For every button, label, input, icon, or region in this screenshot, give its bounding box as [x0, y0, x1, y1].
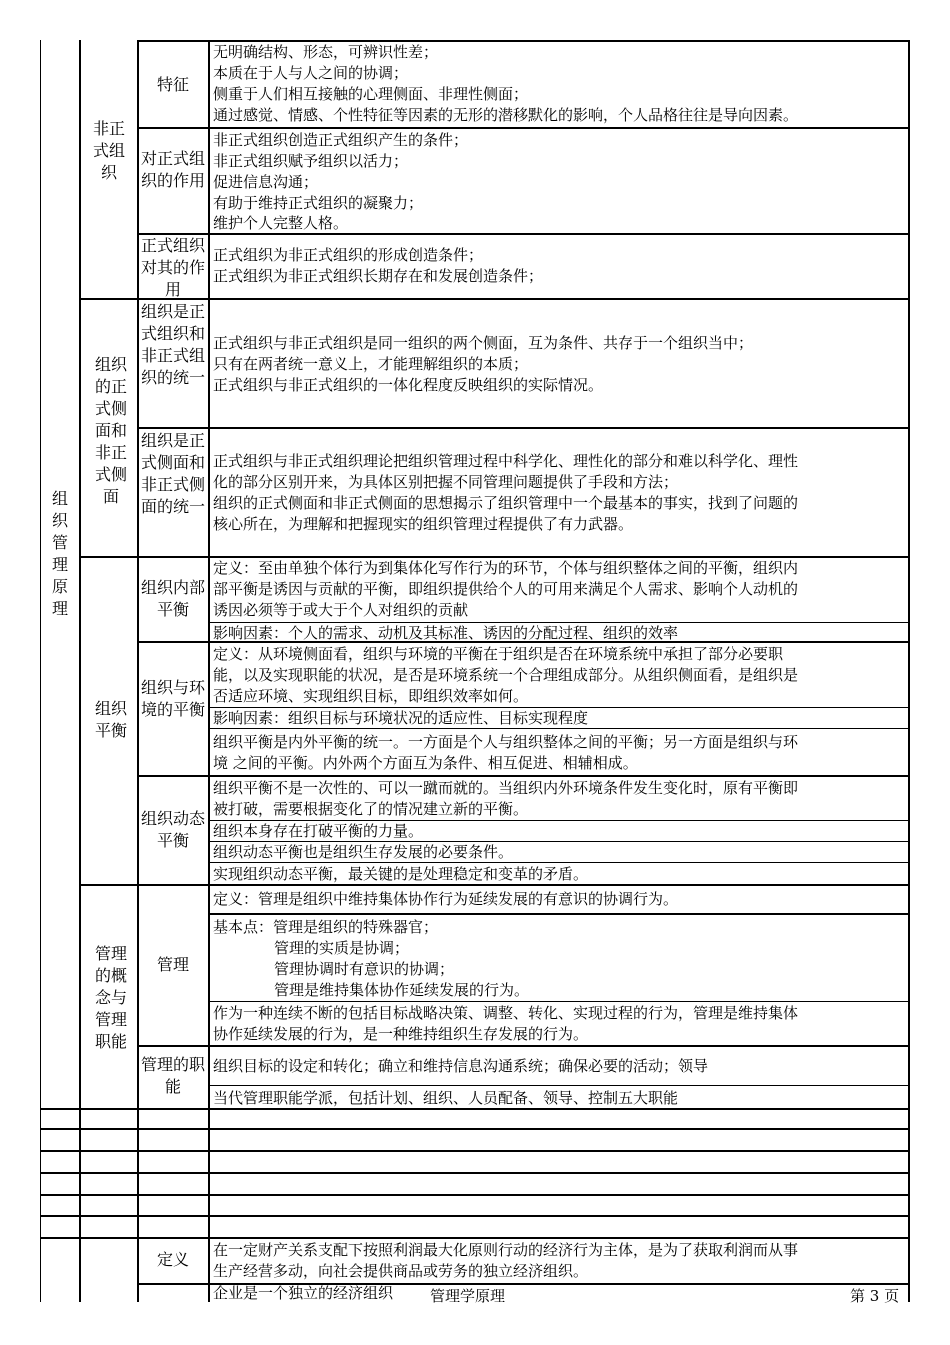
mgmt-label: 管理的概念与管理职能 — [94, 944, 127, 1051]
text-line: 作为一种连续不断的包括目标战略决策、调整、转化、实现过程的行为，管理是维持集体 — [213, 1004, 799, 1022]
dynamic-balance-label: 组织动态平衡 — [141, 809, 206, 850]
grid-line — [40, 1237, 910, 1239]
enterprise-last-line: 企业是一个独立的经济组织 — [213, 1284, 394, 1302]
text-line: 正式组织与非正式组织理论把组织管理过程中科学化、理性化的部分和难以科学化、理性 — [213, 452, 799, 470]
text-line: 境 之间的平衡。内外两个方面互为条件、相互促进、相辅相成。 — [213, 754, 638, 772]
text-line: 核心所在，为理解和把握现实的组织管理过程提供了有力武器。 — [213, 515, 634, 533]
text-line: 通过感觉、情感、个性特征等因素的无形的潜移默化的影响，个人品格往往是导向因素。 — [213, 106, 799, 124]
grid-line — [137, 40, 139, 1302]
grid-line — [79, 40, 81, 1302]
text-line: 正式组织与非正式组织是同一组织的两个侧面，互为条件、共存于一个组织当中； — [213, 334, 754, 352]
text-line: 只有在两者统一意义上，才能理解组织的本质； — [213, 355, 529, 373]
grid-line — [208, 1001, 910, 1002]
text-line: 正式组织为非正式组织的形成创造条件； — [213, 246, 484, 264]
enterprise-def-label: 定义 — [156, 1250, 189, 1269]
grid-line — [40, 1215, 910, 1217]
text-line: 管理的实质是协调； — [274, 939, 410, 957]
grid-line — [137, 1045, 910, 1047]
mgmt-functions-line: 当代管理职能学派，包括计划、组织、人员配备、领导、控制五大职能 — [213, 1089, 679, 1107]
text-line: 本质在于人与人之间的协调； — [213, 64, 409, 82]
text-line: 定义：至由单独个体行为到集体化写作行为的环节，个体与组织整体之间的平衡，组织内 — [213, 559, 799, 577]
mgmt-concept-label: 管理 — [156, 955, 189, 974]
text-line: 定义：管理是组织中维持集体协作行为延续发展的有意识的协调行为。 — [213, 890, 679, 908]
text-line: 组织动态平衡也是组织生存发展的必要条件。 — [213, 843, 514, 861]
text-line: 非正式组织创造正式组织产生的条件； — [213, 131, 469, 149]
grid-line — [40, 1194, 910, 1196]
informal-org-label: 非正式组织 — [92, 119, 125, 182]
text-line: 正式组织为非正式组织长期存在和发展创造条件； — [213, 267, 544, 285]
grid-line — [40, 1172, 910, 1174]
text-line: 组织本身存在打破平衡的力量。 — [213, 822, 424, 840]
text-line: 诱因必须等于或大于个人对组织的贡献 — [213, 601, 469, 619]
features-label: 特征 — [156, 75, 189, 94]
text-line: 侧重于人们相互接触的心理侧面、非理性侧面； — [213, 85, 529, 103]
text-line: 有助于维持正式组织的凝聚力； — [213, 194, 424, 212]
grid-line — [208, 913, 910, 915]
text-line: 协作延续发展的行为，是一种维持组织生存发展的行为。 — [213, 1025, 589, 1043]
grid-line — [137, 775, 910, 777]
grid-line — [137, 127, 910, 129]
role-to-formal-label: 对正式组织的作用 — [141, 149, 206, 190]
text-line: 组织平衡不是一次性的、可以一蹴而就的。当组织内外环境条件发生变化时，原有平衡即 — [213, 779, 799, 797]
text-line: 实现组织动态平衡，最关键的是处理稳定和变革的矛盾。 — [213, 865, 589, 883]
grid-line — [908, 40, 910, 1302]
text-line: 组织的正式侧面和非正式侧面的思想揭示了组织管理中一个最基本的事实，找到了问题的 — [213, 494, 799, 512]
text-line: 化的部分区别开来，为具体区别把握不同管理问题提供了手段和方法； — [213, 473, 679, 491]
grid-line — [40, 40, 41, 1302]
enterprise-def-line: 生产经营多动，向社会提供商品或劳务的独立经济组织。 — [213, 1262, 589, 1280]
text-line: 非正式组织赋予组织以活力； — [213, 152, 409, 170]
page-number: 第 3 页 — [850, 1287, 900, 1305]
text-line: 管理是维持集体协作延续发展的行为。 — [274, 981, 530, 999]
text-line: 正式组织与非正式组织的一体化程度反映组织的实际情况。 — [213, 376, 604, 394]
grid-line — [40, 1128, 910, 1130]
mgmt-functions-label: 管理的职能 — [141, 1055, 206, 1096]
formal-role-label: 正式组织对其的作用 — [141, 236, 206, 299]
mgmt-functions-line: 组织目标的设定和转化；确立和维持信息沟通系统；确保必要的活动；领导 — [213, 1057, 709, 1075]
text-line: 管理协调时有意识的协调； — [274, 960, 455, 978]
text-line: 影响因素：个人的需求、动机及其标准、诱因的分配过程、组织的效率 — [213, 624, 679, 642]
text-line: 基本点：管理是组织的特殊器官； — [213, 918, 439, 936]
text-line: 定义：从环境侧面看，组织与环境的平衡在于组织是否在环境系统中承担了部分必要职 — [213, 645, 784, 663]
section-title: 组织管理原理 — [51, 489, 68, 618]
environment-balance-label: 组织与环境的平衡 — [141, 678, 206, 719]
internal-balance-label: 组织内部平衡 — [141, 578, 206, 619]
text-line: 影响因素：组织目标与环境状况的适应性、目标实现程度 — [213, 709, 589, 727]
text-line: 被打破，需要根据变化了的情况建立新的平衡。 — [213, 800, 529, 818]
text-line: 无明确结构、形态，可辨识性差； — [213, 43, 439, 61]
unity1-label: 组织是正式组织和非正式组织的统一 — [141, 302, 206, 387]
text-line: 部平衡是诱因与贡献的平衡，即组织提供给个人的可用来满足个人需求、影响个人动机的 — [213, 580, 799, 598]
enterprise-def-line: 在一定财产关系支配下按照利润最大化原则行动的经济行为主体，是为了获取利润而从事 — [213, 1241, 799, 1259]
text-line: 能，以及实现职能的状况，是否是环境系统一个合理组成部分。从组织侧面看，是组织是 — [213, 666, 799, 684]
grid-line — [40, 1150, 910, 1152]
unity2-label: 组织是正式侧面和非正式侧面的统一 — [141, 431, 206, 516]
text-line: 促进信息沟通； — [213, 173, 319, 191]
grid-line — [208, 1085, 910, 1086]
sides-label: 组织的正式侧面和非正式侧面 — [94, 355, 127, 506]
grid-line — [208, 40, 210, 1302]
text-line: 否适应环境、实现组织目标，即组织效率如何。 — [213, 687, 529, 705]
text-line: 组织平衡是内外平衡的统一。一方面是个人与组织整体之间的平衡；另一方面是组织与环 — [213, 733, 799, 751]
balance-label: 组织平衡 — [94, 699, 127, 740]
footer-title: 管理学原理 — [430, 1287, 506, 1305]
grid-line — [137, 427, 910, 429]
text-line: 维护个人完整人格。 — [213, 214, 349, 232]
